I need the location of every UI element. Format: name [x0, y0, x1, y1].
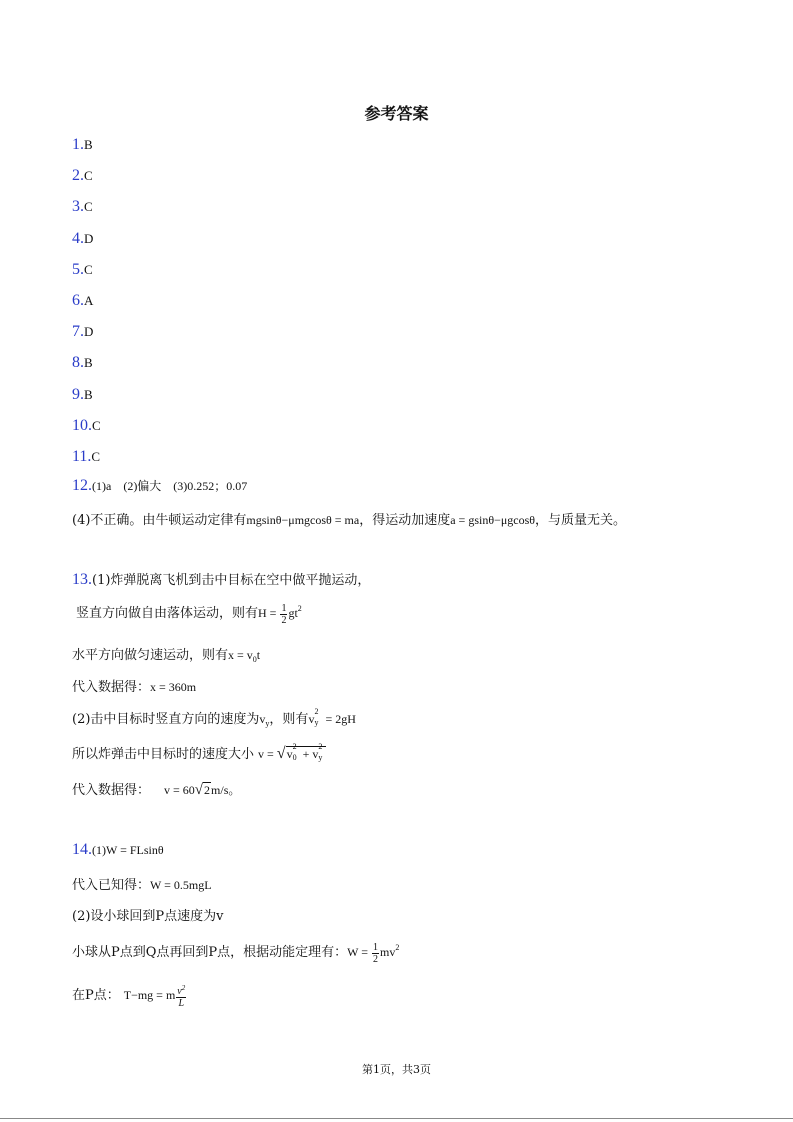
- q14-line5: [72, 983, 187, 1009]
- answer-number: 4.: [72, 229, 84, 247]
- eq-part: v: [312, 747, 319, 761]
- eq-part: T−mg = m: [123, 987, 176, 1002]
- sqrt-icon: √: [194, 782, 204, 798]
- answer-choice: D: [84, 230, 94, 246]
- q12-line2: [72, 509, 626, 528]
- numerator: [176, 983, 186, 998]
- answer-choice: C: [91, 449, 101, 464]
- eq-part: v: [177, 986, 182, 997]
- answer-number: 11.: [72, 448, 92, 465]
- eq-part: v: [286, 747, 293, 761]
- superscript: 2: [314, 707, 319, 716]
- superscript: 2: [297, 604, 302, 613]
- denominator: L: [178, 998, 185, 1009]
- answer-number: 1.: [72, 136, 84, 153]
- answer-number: 3.: [72, 198, 84, 216]
- supsub: [314, 707, 322, 727]
- answer-row: [72, 196, 93, 216]
- denominator: 2: [281, 614, 287, 626]
- q13-part2-text: (2)击中目标时竖直方向的速度为: [72, 712, 260, 727]
- q12-number: 12.: [72, 477, 92, 494]
- answer-number: 9.: [72, 385, 84, 403]
- answer-choice: C: [84, 199, 93, 215]
- q12-mid-text: ，得运动加速度: [359, 513, 451, 528]
- answer-row: [72, 165, 93, 185]
- eq-part: mv: [380, 945, 396, 959]
- answer-number: 7.: [72, 323, 84, 341]
- q13-line3: [72, 644, 260, 664]
- page-title: 参考答案: [364, 104, 429, 123]
- subscript: y: [265, 719, 270, 728]
- q13-line1: [72, 569, 370, 589]
- q13-line6: [72, 743, 326, 763]
- bottom-divider: [0, 1118, 793, 1119]
- subscript: y: [314, 718, 319, 727]
- answer-choice: D: [84, 324, 94, 340]
- q14-line3: [72, 905, 224, 924]
- q14-at-p-text: 在P点：: [72, 987, 120, 1003]
- q13-vertical-text: 竖直方向做自由落体运动，则有: [76, 606, 259, 621]
- answer-number: 10.: [72, 416, 92, 434]
- q14-line4: [72, 941, 399, 965]
- sqrt-icon: √: [276, 745, 286, 762]
- eq-part: v: [259, 712, 266, 726]
- answer-row: [72, 415, 101, 435]
- answer-row: [72, 384, 93, 404]
- q13-substitute-text: 代入数据得：: [72, 680, 151, 695]
- answer-row: [72, 446, 100, 466]
- eq-part: x = v: [228, 648, 253, 662]
- answer-number: 6.: [72, 292, 84, 309]
- answer-number: 8.: [72, 354, 84, 372]
- q12-part1-3: (1)a (2)偏大 (3)0.252；0.07: [92, 479, 248, 493]
- q13-eq-speed: [258, 742, 326, 762]
- denominator: 2: [373, 953, 379, 965]
- q13-line4: [72, 676, 196, 695]
- q14-work-result: W = 0.5mgL: [150, 878, 212, 892]
- answer-number: 2.: [72, 167, 84, 185]
- eq-part: H =: [258, 606, 280, 620]
- subscript: 0: [292, 753, 297, 762]
- q13-result-v: [164, 783, 240, 797]
- answer-number: 5.: [72, 260, 84, 278]
- q14-substitute-text: 代入已知得：: [72, 878, 151, 893]
- q14-line1: [72, 841, 164, 859]
- q13-then-text: ，则有: [269, 712, 309, 727]
- q14-part2-text: (2)设小球回到P点速度为v: [72, 909, 224, 924]
- q13-eq-height: [258, 602, 302, 626]
- q13-line2: [76, 602, 302, 626]
- eq-part: W =: [347, 945, 372, 959]
- answer-row: [72, 321, 93, 341]
- answer-row: [72, 259, 93, 279]
- eq-part: m/s。: [211, 783, 241, 797]
- fraction-half: [280, 603, 287, 626]
- eq-part: v = 60: [164, 783, 195, 797]
- subscript: y: [318, 753, 323, 762]
- radicand: 2: [204, 783, 211, 797]
- page-footer: 第1页，共3页: [362, 1063, 431, 1076]
- answer-row: [72, 352, 93, 372]
- answer-choice: A: [84, 293, 94, 308]
- fraction-half: [372, 942, 379, 965]
- eq-part: = 2gH: [322, 712, 356, 726]
- q12-equation-accel: a = gsinθ−μgcosθ: [450, 513, 536, 527]
- answer-choice: B: [84, 137, 93, 152]
- eq-part: +: [299, 747, 313, 761]
- answer-choice: C: [84, 168, 93, 184]
- eq-part: gt: [288, 606, 298, 620]
- numerator: 1: [281, 602, 287, 614]
- answer-choice: C: [84, 261, 93, 277]
- supsub: [292, 742, 300, 762]
- superscript: 2: [318, 742, 323, 751]
- q12-conclusion: ，与质量无关。: [535, 513, 627, 528]
- q14-work-eq: (1)W = FLsinθ: [92, 843, 164, 857]
- q12-part4-text: (4)不正确。由牛顿运动定律有: [72, 513, 247, 528]
- q13-number: 13.: [72, 571, 92, 588]
- q12-line1: [72, 477, 247, 495]
- subscript: 0: [252, 655, 257, 664]
- q13-speed-text: 所以炸弹击中目标时的速度大小: [72, 747, 255, 762]
- answer-choice: B: [84, 355, 93, 371]
- q13-horizontal-text: 水平方向做匀速运动，则有: [72, 648, 229, 663]
- q14-eq-energy: [347, 941, 400, 965]
- q13-result-x: x = 360m: [150, 680, 197, 694]
- q14-line2: [72, 874, 212, 893]
- q13-line5: [72, 708, 356, 728]
- q13-substitute-text2: 代入数据得：: [72, 783, 151, 798]
- q12-equation-newton: mgsinθ−μmgcosθ = ma: [246, 513, 360, 527]
- q13-intro: (1)炸弹脱离飞机到击中目标在空中做平抛运动，: [92, 573, 371, 588]
- q14-eq-tension: [123, 984, 188, 1009]
- answer-row: [72, 134, 93, 154]
- q13-eq-vy2: [308, 707, 356, 727]
- q14-number: 14.: [72, 841, 92, 858]
- superscript: 2: [395, 943, 400, 952]
- radicand: [286, 742, 327, 762]
- answer-row: [72, 290, 93, 310]
- eq-part: t: [256, 648, 261, 662]
- answer-choice: B: [84, 386, 93, 402]
- fraction-v2-L: [176, 983, 186, 1009]
- answer-choice: C: [92, 417, 101, 433]
- q13-line7: [72, 779, 240, 799]
- superscript: 2: [181, 984, 186, 992]
- numerator: 1: [373, 941, 379, 953]
- supsub: [318, 742, 325, 762]
- q13-eq-x: [228, 648, 260, 662]
- eq-part: v =: [258, 747, 277, 761]
- answer-row: [72, 228, 93, 248]
- superscript: 2: [292, 742, 297, 751]
- q14-energy-text: 小球从P点到Q点再回到P点，根据动能定理有：: [72, 945, 348, 960]
- q13-vy: [259, 712, 269, 726]
- eq-part: v: [308, 712, 315, 726]
